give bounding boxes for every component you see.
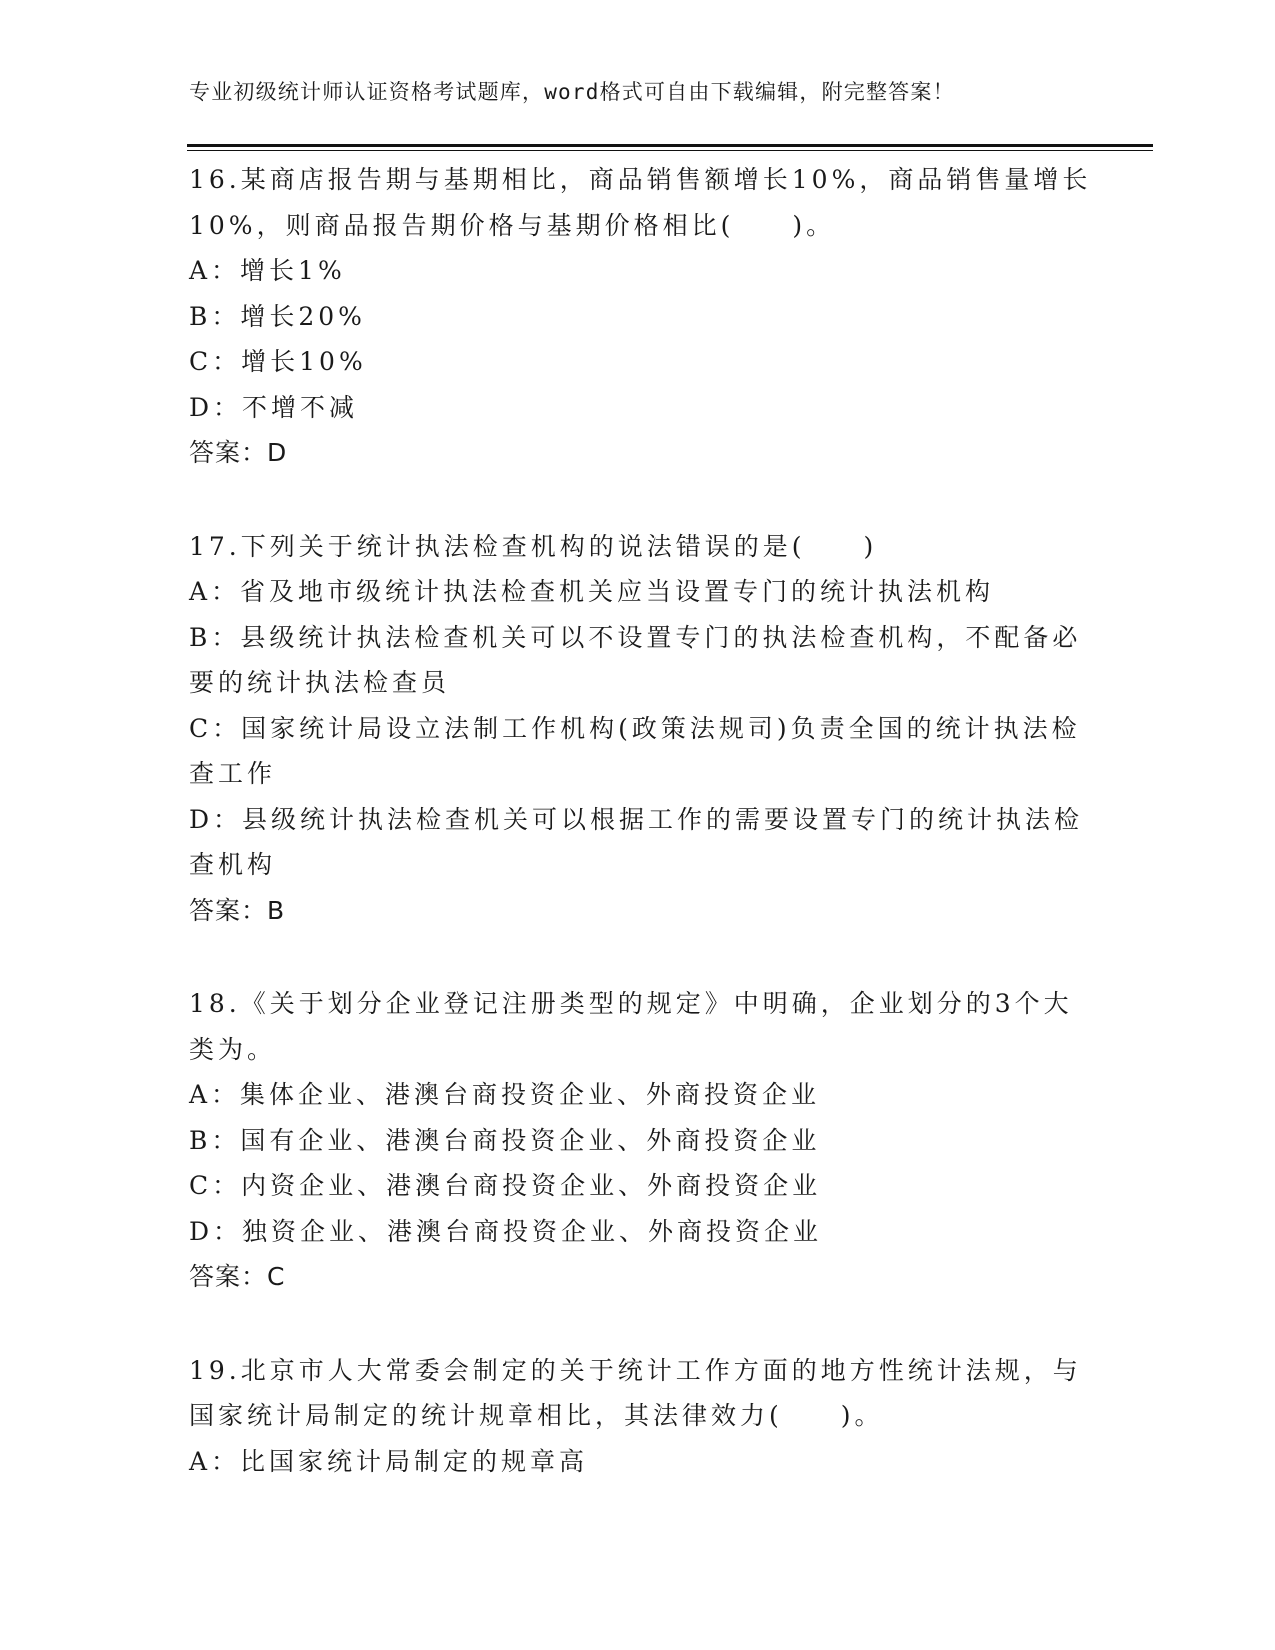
option-d: D：独资企业、港澳台商投资企业、外商投资企业	[189, 1216, 823, 1246]
question-16	[189, 157, 1092, 476]
question-stem-line: 18.《关于划分企业登记注册类型的规定》中明确，企业划分的3个大	[189, 989, 1073, 1018]
question-18	[189, 981, 1089, 1300]
question-list	[189, 157, 1092, 1532]
question-stem-line: 国家统计局制定的统计规章相比，其法律效力( )。	[189, 1401, 884, 1430]
option-a: A：增长1%	[189, 256, 346, 285]
question-stem-line: 10%，则商品报告期价格与基期价格相比( )。	[189, 210, 836, 240]
option-d: D：县级统计执法检查机关可以根据工作的需要设置专门的统计执法检	[189, 804, 1084, 834]
header-rule-thick	[187, 144, 1153, 147]
answer-line: 答案：D	[189, 438, 288, 467]
option-d: D：不增不减	[189, 392, 359, 422]
header-rule-thin	[187, 150, 1153, 151]
option-b: B：县级统计执法检查机关可以不设置专门的执法检查机构，不配备必	[189, 622, 1082, 652]
question-stem-line: 16.某商店报告期与基期相比，商品销售额增长10%，商品销售量增长	[189, 165, 1092, 194]
option-b: B：国有企业、港澳台商投资企业、外商投资企业	[189, 1125, 821, 1155]
question-19	[189, 1348, 1089, 1485]
question-stem-line: 类为。	[189, 1034, 277, 1064]
option-a: A：集体企业、港澳台商投资企业、外商投资企业	[189, 1080, 821, 1109]
option-a: A：比国家统计局制定的规章高	[189, 1446, 589, 1476]
option-c: C：内资企业、港澳台商投资企业、外商投资企业	[189, 1171, 822, 1200]
answer-line: 答案：B	[189, 895, 286, 925]
option-c: C：增长10%	[189, 347, 367, 376]
question-17	[189, 524, 1089, 934]
option-a: A：省及地市级统计执法检查机关应当设置专门的统计执法机构	[189, 577, 995, 606]
option-b: B：增长20%	[189, 301, 366, 331]
page-header: 专业初级统计师认证资格考试题库，word格式可自由下载编辑，附完整答案！	[189, 80, 955, 104]
question-stem-line: 19.北京市人大常委会制定的关于统计工作方面的地方性统计法规，与	[189, 1355, 1082, 1385]
option-c-continued: 查工作	[189, 759, 277, 788]
option-c: C：国家统计局设立法制工作机构(政策法规司)负责全国的统计执法检	[189, 713, 1081, 743]
answer-line: 答案：C	[189, 1262, 286, 1291]
option-b-continued: 要的统计执法检查员	[189, 668, 451, 697]
option-d-continued: 查机构	[189, 850, 277, 879]
question-stem-line: 17.下列关于统计执法检查机构的说法错误的是( )	[189, 531, 878, 561]
